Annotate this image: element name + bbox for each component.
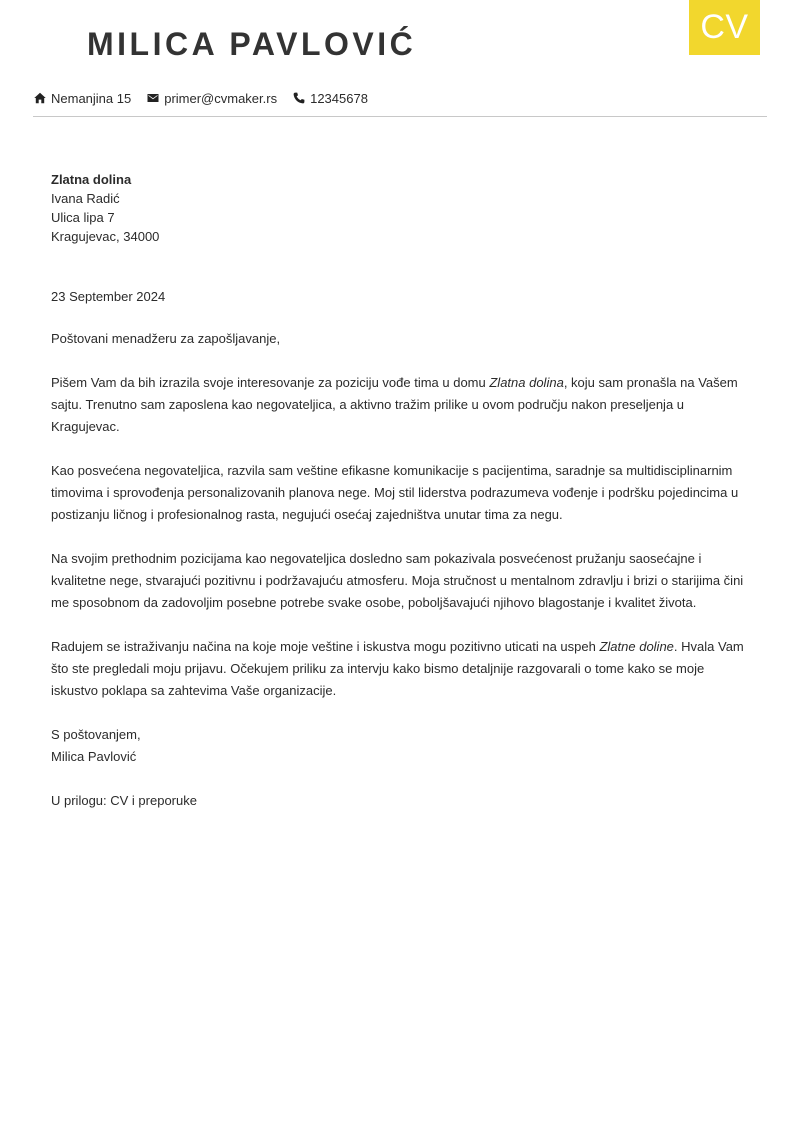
cv-logo: CV	[689, 0, 760, 55]
paragraph-1	[51, 372, 751, 438]
envelope-icon	[147, 92, 159, 104]
paragraph-1-text-a: Pišem Vam da bih izrazila svoje interesovanje za poziciju vođe tima u domu	[51, 375, 490, 390]
recipient-company: Zlatna dolina	[51, 172, 132, 187]
address-text: Nemanjina 15	[51, 90, 132, 106]
paragraph-2: Kao posvećena negovateljica, razvila sam veštine efikasne komunikacije s pacijentima, saradnje sa multidisciplinarnim timovima i sprovođenja personalizovanih planova nege. Moj stil liderstva podrazumeva vođenje i podršku pojedincima u postizanju ličnog i profesionalnog rasta, negujući osećaj zajedništva unutar tima za negu.	[51, 463, 739, 522]
recipient-street: Ulica lipa 7	[51, 210, 115, 225]
paragraph-1-company: Zlatna dolina	[489, 375, 564, 390]
contact-phone	[293, 91, 368, 106]
applicant-name: MILICA PAVLOVIĆ	[87, 26, 417, 62]
letter-date: 23 September 2024	[51, 289, 166, 304]
valediction: S poštovanjem,	[51, 727, 141, 742]
phone-text[interactable]: 12345678	[310, 90, 368, 106]
paragraph-4-company: Zlatne doline	[599, 639, 674, 654]
recipient-person: Ivana Radić	[51, 191, 120, 206]
paragraph-4	[51, 636, 751, 702]
header-divider	[33, 116, 767, 117]
recipient-block	[51, 170, 751, 246]
contact-bar	[34, 87, 384, 109]
paragraph-4-text-a: Radujem se istraživanju načina na koje moje veštine i iskustva mogu pozitivno uticati na uspeh	[51, 639, 600, 654]
enclosure-note: U prilogu: CV i preporuke	[51, 793, 197, 808]
contact-address	[34, 91, 131, 106]
paragraph-1-text-b: , koju sam pronašla na Vašem sajtu. Trenutno sam zaposlena kao negovateljica, a aktivno tražim prilike u ovom području nakon preseljenja u Kragujevac.	[51, 375, 738, 434]
closing-block	[51, 724, 751, 768]
salutation: Poštovani menadžeru za zapošljavanje,	[51, 331, 281, 346]
phone-icon	[293, 92, 305, 104]
contact-email	[147, 91, 277, 106]
letter-body	[51, 170, 751, 812]
paragraph-3: Na svojim prethodnim pozicijama kao negovateljica dosledno sam pokazivala posvećenost pružanju saosećajne i kvalitetne nege, stvarajući pozitivnu i podržavajuću atmosferu. Moja stručnost u mentalnom zdravlju i brizi o starijima čini me sposobnom da zadovoljim posebne potrebe svake osobe, poboljšavajući njihovo blagostanje i kvalitet života.	[51, 551, 744, 610]
email-text[interactable]: primer@cvmaker.rs	[164, 90, 278, 106]
recipient-city: Kragujevac, 34000	[51, 229, 160, 244]
home-icon	[34, 92, 46, 104]
signature-name: Milica Pavlović	[51, 749, 137, 764]
paragraph-4-text-b: . Hvala Vam što ste pregledali moju prijavu. Očekujem priliku za intervju kako bismo detaljnije razgovarali o tome kako se moje iskustvo poklapa sa zahtevima Vaše organizacije.	[51, 639, 744, 698]
